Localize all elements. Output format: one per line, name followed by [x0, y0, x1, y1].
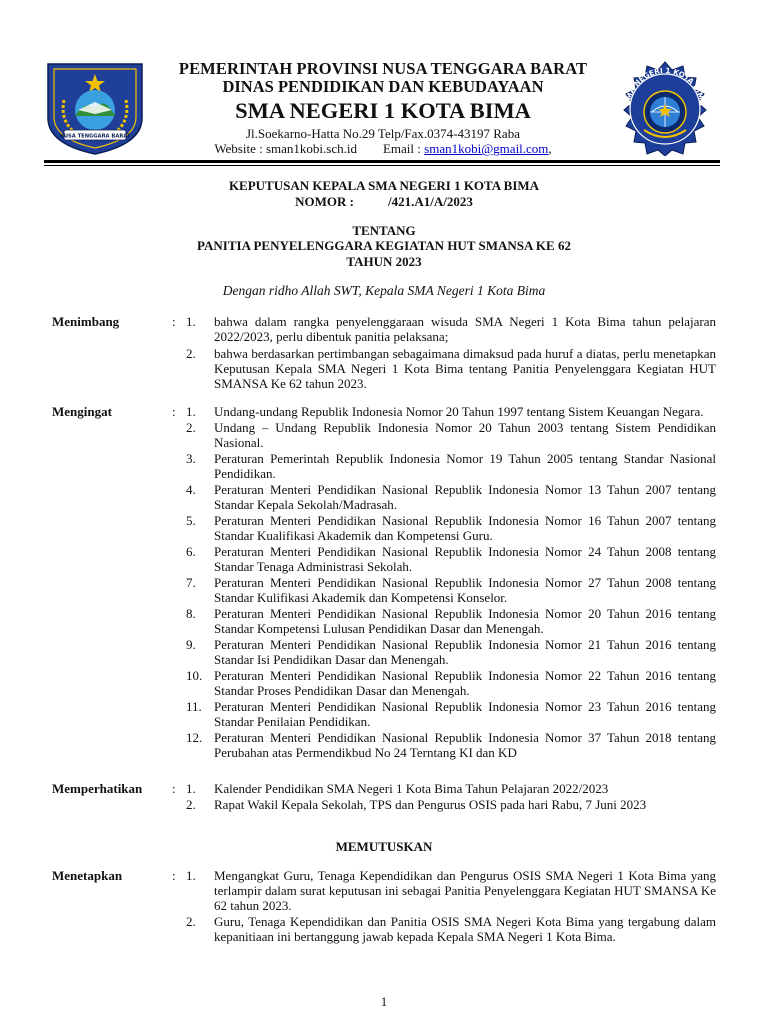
letterhead-email-label: Email :: [382, 141, 421, 156]
left-logo-banner-text: NUSA TENGGARA BARAT: [59, 133, 131, 140]
mengingat-list: [186, 404, 716, 761]
list-item: [186, 420, 716, 450]
list-item-text: Peraturan Menteri Pendidikan Nasional Republik Indonesia Nomor 21 Tahun 2016 tentang Standar Isi Pendidikan Dasar dan Menengah.: [214, 637, 716, 667]
section-colon: :: [172, 868, 176, 883]
list-item: [186, 482, 716, 512]
email-trailing-comma: ,: [548, 141, 552, 156]
list-item-text: Peraturan Menteri Pendidikan Nasional Republik Indonesia Nomor 13 Tahun 2007 tentang Standar Kepala Sekolah/Madrasah.: [214, 482, 716, 512]
decree-year: TAHUN 2023: [346, 254, 422, 269]
list-item: [186, 314, 716, 344]
list-item-text: bahwa berdasarkan pertimbangan sebagaimana dimaksud pada huruf a diatas, perlu menetapkan Keputusan Kepala SMA Negeri 1 Kota Bima tentang Panitia Penyelenggara Kegiatan HUT SMANSA Ke 62 tahun 2023.: [214, 346, 716, 391]
page-number: 1: [380, 994, 388, 1009]
list-item-text: Peraturan Menteri Pendidikan Nasional Republik Indonesia Nomor 37 Tahun 2018 tentang Perubahan atas Permendikbud No 24 Terntang KI dan KD: [214, 730, 716, 760]
decree-subject: PANITIA PENYELENGGARA KEGIATAN HUT SMANSA KE 62: [197, 238, 571, 253]
list-item: [186, 797, 716, 812]
list-item-text: Peraturan Menteri Pendidikan Nasional Republik Indonesia Nomor 20 Tahun 2016 tentang Standar Kompetensi Lulusan Pendidikan Dasar dan Menengah.: [214, 606, 716, 636]
decree-number-label: NOMOR :: [295, 194, 354, 209]
menetapkan-list: [186, 868, 716, 945]
list-item-text: Peraturan Menteri Pendidikan Nasional Republik Indonesia Nomor 27 Tahun 2008 tentang Standar Kulifikasi Akademik dan Kompetensi Konselor.: [214, 575, 716, 605]
decree-title: KEPUTUSAN KEPALA SMA NEGERI 1 KOTA BIMA: [228, 178, 540, 193]
list-item-number: 12.: [186, 730, 203, 745]
decree-number-value: /421.A1/A/2023: [387, 194, 473, 209]
list-item: [186, 544, 716, 574]
list-item-text: Peraturan Menteri Pendidikan Nasional Republik Indonesia Nomor 23 Tahun 2016 tentang Standar Penilaian Pendidikan.: [214, 699, 716, 729]
opening-statement: Dengan ridho Allah SWT, Kepala SMA Negeri 1 Kota Bima: [222, 283, 546, 298]
list-item-text: Undang – Undang Republik Indonesia Nomor 20 Tahun 2003 tentang Sistem Pendidikan Nasional.: [214, 420, 716, 450]
section-colon: :: [172, 314, 176, 329]
letterhead-text: [150, 60, 616, 156]
list-item-number: 1.: [186, 781, 196, 796]
list-item-number: 4.: [186, 482, 196, 497]
decree-about: TENTANG: [352, 223, 416, 238]
memutuskan-heading: MEMUTUSKAN: [335, 839, 433, 854]
section-label: Menetapkan: [52, 868, 123, 883]
list-item-text: Undang-undang Republik Indonesia Nomor 20 Tahun 1997 tentang Sistem Keuangan Negara.: [214, 404, 704, 419]
list-item: [186, 637, 716, 667]
right-logo-ring-text: SMA NEGERI 1 KOTA BIMA: [623, 65, 707, 107]
list-item-text: bahwa dalam rangka penyelenggaraan wisuda SMA Negeri 1 Kota Bima tahun pelajaran 2022/2023, perlu dibentuk panitia pelaksana;: [214, 314, 716, 344]
list-item-number: 1.: [186, 404, 196, 419]
list-item-text: Guru, Tenaga Kependidikan dan Panitia OSIS SMA Negeri Kota Bima yang tergabung dalam kepanitiaan ini bertanggung jawab kepada Kepala SMA Negeri 1 Kota Bima.: [214, 914, 716, 944]
list-item: [186, 513, 716, 543]
list-item-text: Kalender Pendidikan SMA Negeri 1 Kota Bima Tahun Pelajaran 2022/2023: [214, 781, 609, 796]
letterhead-school-name: SMA NEGERI 1 KOTA BIMA: [235, 98, 531, 123]
list-item-number: 2.: [186, 346, 196, 361]
list-item: [186, 914, 716, 944]
list-item: [186, 868, 716, 913]
letterhead-divider-thin: [44, 165, 720, 166]
list-item-number: 1.: [186, 868, 196, 883]
list-item-text: Peraturan Menteri Pendidikan Nasional Republik Indonesia Nomor 16 Tahun 2007 tentang Standar Kualifikasi Akademik dan Kompetensi Guru.: [214, 513, 716, 543]
list-item-text: Rapat Wakil Kepala Sekolah, TPS dan Pengurus OSIS pada hari Rabu, 7 Juni 2023: [214, 797, 647, 812]
list-item-number: 9.: [186, 637, 196, 652]
list-item-number: 11.: [186, 699, 202, 714]
section-label: Memperhatikan: [52, 781, 143, 796]
memperhatikan-list: [186, 781, 716, 813]
list-item-number: 1.: [186, 314, 196, 329]
list-item-text: Peraturan Menteri Pendidikan Nasional Republik Indonesia Nomor 22 Tahun 2016 tentang Standar Proses Pendidikan Dasar dan Menengah.: [214, 668, 716, 698]
list-item: [186, 699, 716, 729]
list-item-text: Mengangkat Guru, Tenaga Kependidikan dan Pengurus OSIS SMA Negeri 1 Kota Bima yang terlampir dalam surat keputusan ini sebagai Panitia Penyelenggara Kegiatan HUT SMANSA Ke 62 tahun 2023.: [214, 868, 716, 913]
letterhead-department: DINAS PENDIDIKAN DAN KEBUDAYAAN: [222, 77, 544, 96]
list-item-number: 5.: [186, 513, 196, 528]
decree-number: [0, 194, 768, 209]
email-link[interactable]: sman1kobi@gmail.com: [424, 141, 549, 156]
list-item-number: 8.: [186, 606, 196, 621]
section-colon: :: [172, 781, 176, 796]
letterhead-address: Jl.Soekarno-Hatta No.29 Telp/Fax.0374-43197 Raba: [246, 126, 520, 141]
list-item-text: Peraturan Pemerintah Republik Indonesia Nomor 19 Tahun 2005 tentang Standar Nasional Pendidikan.: [214, 451, 716, 481]
ntb-emblem-logo: [42, 60, 148, 156]
letterhead-website: Website : sman1kobi.sch.id: [214, 141, 357, 156]
list-item-number: 3.: [186, 451, 196, 466]
list-item: [186, 451, 716, 481]
letterhead-divider-thick: [44, 160, 720, 163]
section-label: Menimbang: [52, 314, 120, 329]
section-colon: :: [172, 404, 176, 419]
list-item: [186, 404, 716, 419]
list-item-number: 6.: [186, 544, 196, 559]
list-item-number: 2.: [186, 797, 196, 812]
list-item: [186, 781, 716, 796]
list-item-number: 7.: [186, 575, 196, 590]
letterhead-government: PEMERINTAH PROVINSI NUSA TENGGARA BARAT: [178, 59, 588, 78]
list-item: [186, 668, 716, 698]
list-item-text: Peraturan Menteri Pendidikan Nasional Republik Indonesia Nomor 24 Tahun 2008 tentang Standar Tenaga Administrasi Sekolah.: [214, 544, 716, 574]
menimbang-list: [186, 314, 716, 393]
section-label: Mengingat: [52, 404, 112, 419]
list-item-number: 10.: [186, 668, 203, 683]
list-item-number: 2.: [186, 420, 196, 435]
list-item: [186, 575, 716, 605]
list-item: [186, 730, 716, 760]
list-item-number: 2.: [186, 914, 196, 929]
school-emblem-logo: [614, 60, 716, 156]
letterhead-contact: [150, 141, 616, 156]
list-item: [186, 606, 716, 636]
list-item: [186, 346, 716, 391]
